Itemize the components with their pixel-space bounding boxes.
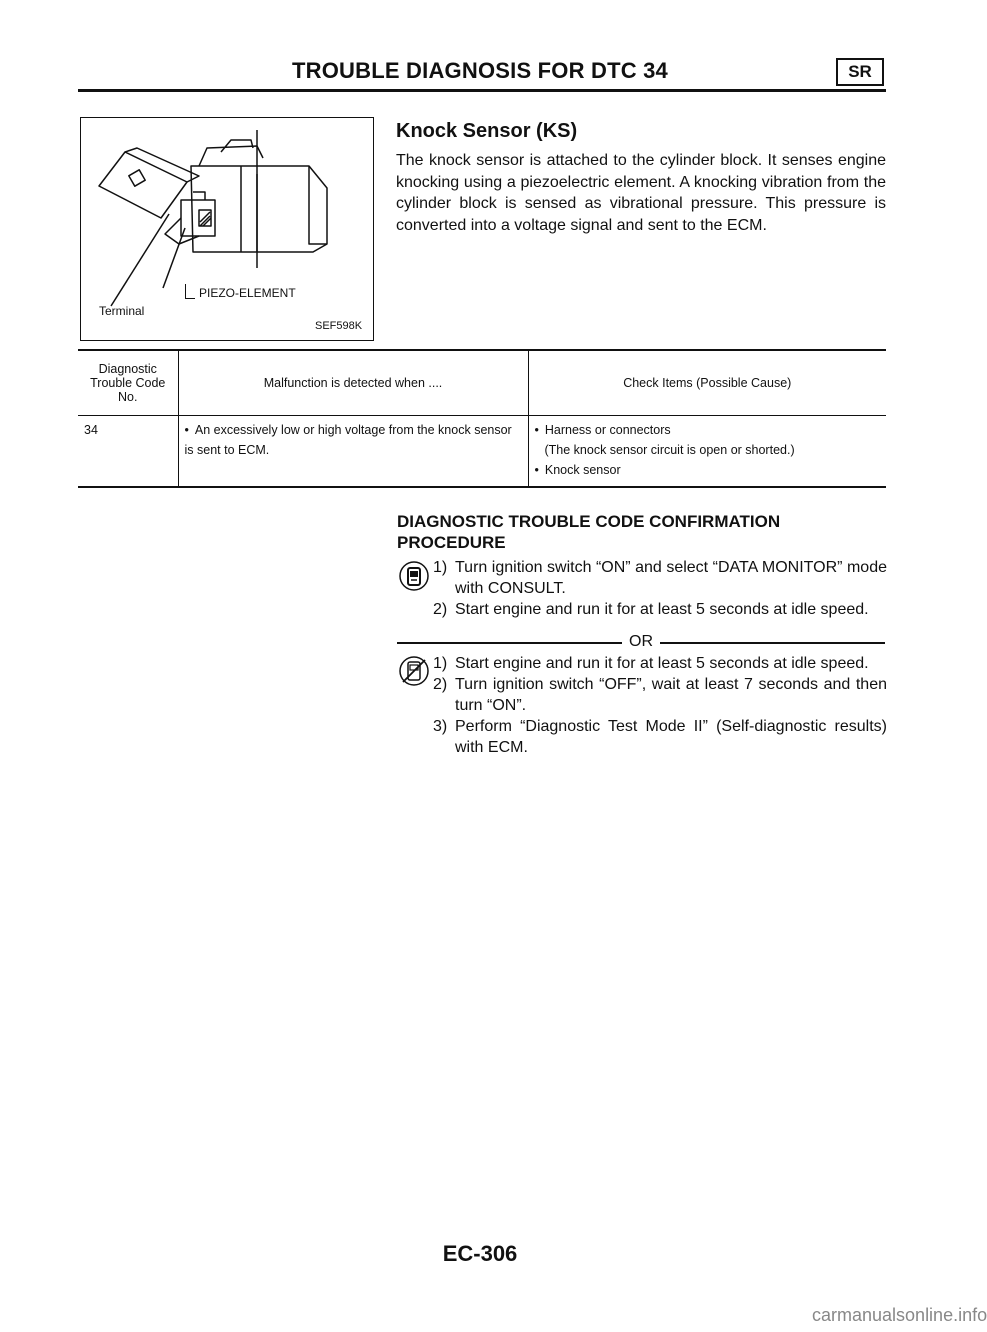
no-tools-step-1 (397, 653, 887, 674)
or-text: OR (629, 633, 653, 650)
malfunction-cell (178, 416, 528, 488)
consult-steps (397, 557, 887, 620)
or-line-right (660, 642, 885, 644)
step-number: 2) (433, 601, 448, 618)
header-rule (78, 89, 886, 92)
check-item-harness: • Harness or connectors (535, 420, 883, 440)
step-number: 1) (433, 559, 448, 576)
section-title: Knock Sensor (KS) (396, 120, 578, 142)
piezo-leader (185, 284, 186, 298)
page-title: TROUBLE DIAGNOSIS FOR DTC 34 (292, 58, 668, 83)
table-row (78, 416, 886, 488)
step-number: 1) (433, 655, 448, 672)
no-tools-steps (397, 653, 887, 758)
procedure-title: DIAGNOSTIC TROUBLE CODE CONFIRMATION PROCEDURE (397, 512, 781, 552)
step-text: Start engine and run it for at least 5 seconds at idle speed. (455, 655, 869, 672)
consult-step-2 (397, 599, 887, 620)
step-text: Turn ignition switch “OFF”, wait at least 7 seconds and then turn “ON”. (455, 676, 887, 714)
dtc-table (78, 349, 886, 488)
header-malfunction: Malfunction is detected when .... (178, 350, 528, 416)
check-item-harness-note: (The knock sensor circuit is open or shorted.) (544, 443, 795, 457)
consult-step-1 (397, 557, 887, 599)
header-dtc-no: Diagnostic Trouble Code No. (90, 362, 166, 404)
no-tools-step-3 (397, 716, 887, 758)
or-line-left (397, 642, 622, 644)
figure-code: SEF598K (315, 320, 363, 332)
step-number: 3) (433, 718, 448, 735)
check-items-cell (528, 416, 886, 488)
no-tools-step-2 (397, 674, 887, 716)
sr-badge: SR (836, 58, 884, 86)
step-text: Start engine and run it for at least 5 seconds at idle speed. (455, 601, 869, 618)
header-check-items: Check Items (Possible Cause) (528, 350, 886, 416)
knock-sensor-figure (80, 117, 374, 341)
malfunction-text: • An excessively low or high voltage from the knock sensor is sent to ECM. (185, 420, 524, 460)
piezo-element-label: PIEZO-ELEMENT (199, 286, 296, 300)
watermark: carmanualsonline.info (812, 1305, 987, 1325)
table-header-row (78, 350, 886, 416)
or-divider (397, 632, 885, 652)
check-item-knock-sensor: • Knock sensor (535, 460, 883, 480)
step-number: 2) (433, 676, 448, 693)
step-text: Perform “Diagnostic Test Mode II” (Self-diagnostic results) with ECM. (455, 718, 887, 756)
section-description: The knock sensor is attached to the cylinder block. It senses engine knocking using a piezoelectric element. A knocking vibration from the cylinder block is sensed as vibrational pressure. This pressure is converted into a voltage signal and sent to the ECM. (396, 152, 886, 234)
dtc-code-cell: 34 (84, 423, 98, 437)
page-number: EC-306 (442, 1241, 518, 1266)
terminal-label: Terminal (99, 304, 145, 318)
piezo-leader-foot (185, 298, 195, 299)
step-text: Turn ignition switch “ON” and select “DATA MONITOR” mode with CONSULT. (455, 559, 887, 597)
